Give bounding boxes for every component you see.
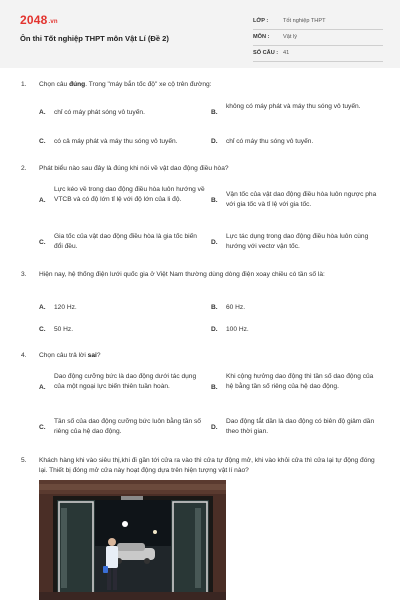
option-text: Vận tốc của vật dao động điều hòa luôn ngược pha với gia tốc và tỉ lệ với gia tốc. — [226, 191, 377, 208]
option-letter: D. — [211, 326, 218, 333]
option-letter: C. — [39, 326, 46, 333]
option-text: Dao động cưỡng bức là dao động dưới tác dụng của một ngoại lực biến thiên tuần hoàn. — [54, 373, 197, 390]
logo-text: 2048 — [20, 13, 48, 27]
meta-value: Vật lý — [283, 34, 297, 40]
question-text: Hiện nay, hệ thống điện lưới quốc gia ở Việt Nam thường dùng dòng điện xoay chiều có tần số là: — [39, 271, 325, 278]
option-letter: B. — [211, 197, 218, 204]
option-text: 100 Hz. — [226, 326, 249, 333]
option-text: chỉ có máy phát sóng vô tuyến. — [54, 109, 145, 116]
question-text: Chọn câu trả lời sai? — [39, 352, 101, 359]
option-letter: D. — [211, 424, 218, 431]
option-letter: C. — [39, 239, 46, 246]
option-text: 50 Hz. — [54, 326, 74, 333]
site-logo[interactable] — [20, 12, 58, 29]
meta-label: LỚP : — [253, 18, 269, 24]
option-text: Gia tốc của vật dao động điều hòa là gia tốc biến đổi đều. — [54, 233, 197, 250]
exam-title: Ôn thi Tốt nghiệp THPT môn Vật Lí (Đề 2) — [20, 34, 169, 43]
option-text: chỉ có máy thu sóng vô tuyến. — [226, 138, 314, 145]
meta-row-subject — [253, 31, 383, 46]
logo-suffix: .vn — [48, 19, 58, 25]
option-letter: A. — [39, 109, 46, 116]
meta-label: SỐ CÂU : — [253, 50, 279, 56]
option-text: Lực tác dụng trong dao động điều hòa luôn cùng hướng với vectơ vận tốc. — [226, 233, 369, 250]
meta-value: 41 — [283, 50, 290, 56]
option-letter: A. — [39, 197, 46, 204]
exam-header — [0, 0, 400, 68]
option-text: 120 Hz. — [54, 304, 77, 311]
door-illustration — [39, 480, 226, 600]
option-text: có cả máy phát và máy thu sóng vô tuyến. — [54, 138, 178, 145]
option-letter: D. — [211, 138, 218, 145]
automatic-door-photo — [39, 480, 226, 600]
question-number: 4. — [21, 352, 27, 359]
option-text: Lực kéo về trong dao động điều hòa luôn hướng về VTCB và có độ lớn tỉ lệ với độ lớn của li độ. — [54, 186, 205, 203]
option-text: Tần số của dao động cưỡng bức luôn bằng tần số riêng của hệ dao động. — [54, 418, 201, 435]
meta-label: MÔN : — [253, 34, 270, 40]
option-letter: C. — [39, 138, 46, 145]
question-number: 3. — [21, 271, 27, 278]
option-letter: B. — [211, 109, 218, 116]
option-letter: A. — [39, 304, 46, 311]
question-number: 5. — [21, 457, 27, 464]
question-text: Chọn câu đúng. Trong "máy bắn tốc độ" xe cộ trên đường: — [39, 81, 212, 88]
option-text: Dao động tắt dần là dao động có biên độ giảm dần theo thời gian. — [226, 418, 375, 435]
option-letter: B. — [211, 304, 218, 311]
option-text: Khi cộng hưởng dao động thì tần số dao động của hệ bằng tần số riêng của hệ dao động. — [226, 373, 374, 390]
question-text: Phát biểu nào sau đây là đúng khi nói về vật dao động điều hòa? — [39, 165, 229, 172]
meta-row-class — [253, 15, 383, 30]
option-letter: C. — [39, 424, 46, 431]
exam-meta — [253, 15, 383, 63]
option-letter: D. — [211, 239, 218, 246]
option-letter: A. — [39, 384, 46, 391]
option-text: không có máy phát và máy thu sóng vô tuyến. — [226, 103, 361, 110]
question-number: 2. — [21, 165, 27, 172]
meta-row-count — [253, 47, 383, 62]
option-letter: B. — [211, 384, 218, 391]
question-number: 1. — [21, 81, 27, 88]
meta-value: Tốt nghiệp THPT — [283, 18, 326, 24]
question-text: Khách hàng khi vào siêu thị,khi đi gần tới cửa ra vào thì cửa tự động mở, khi vào khỏi cửa thì cửa lại tự động đóng lại. Thiết bị đóng mở cửa này hoạt động dựa trên hiện tượng vật lí nào? — [39, 457, 375, 474]
option-text: 60 Hz. — [226, 304, 246, 311]
